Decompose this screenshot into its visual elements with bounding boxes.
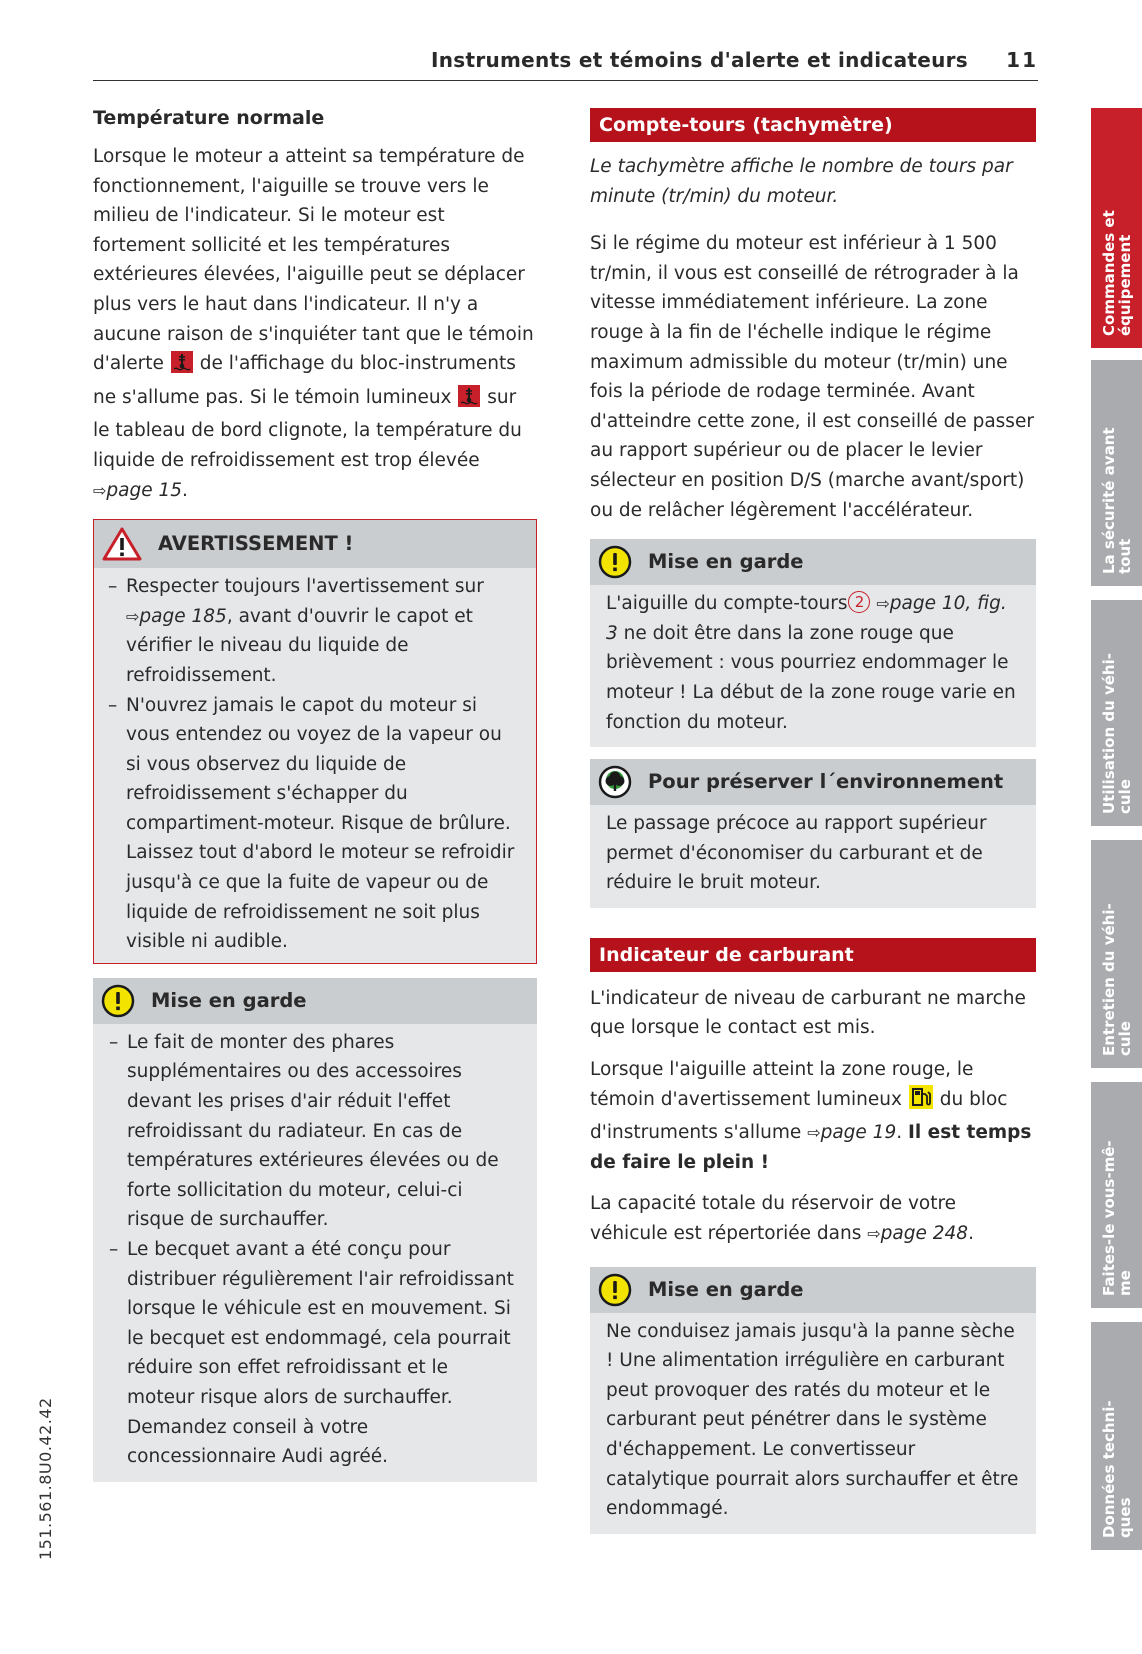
caution-title: Mise en garde (151, 989, 307, 1013)
caution-box-left (93, 978, 537, 1482)
chapter-tab-4[interactable] (1091, 840, 1142, 1068)
running-header (93, 44, 1038, 81)
list-item: – Respecter toujours l'avertissement sur ⇨page 185, avant d'ouvrir le capot et vérifier le niveau du liquide de refroidissement. (108, 572, 522, 690)
caution-box-body: Ne conduisez jamais jusqu'à la panne sèche ! Une alimentation irrégulière en carburant peut provoquer des ratés du moteur et le carburant peut pénétrer dans le système d'échappement. Le convertisseur catalytique pourrait alors surchauffer et être endommagé. (590, 1313, 1036, 1534)
coolant-temperature-lamp-icon (458, 385, 480, 417)
chapter-tab-label: Utilisation du véhi- cule (1100, 653, 1134, 814)
chapter-tab-label: Données techni- ques (1100, 1400, 1134, 1538)
page-15-link[interactable]: page 15 (106, 479, 183, 501)
warning-title: AVERTISSEMENT ! (158, 532, 354, 556)
caution-box-body (93, 1024, 537, 1482)
caution-title: Mise en garde (648, 550, 804, 574)
list-item: – N'ouvrez jamais le capot du moteur si vous entendez ou voyez de la vapeur ou si vous observez du liquide de refroidissement s'échapper du compartiment-moteur. Risque de brûlure. Laissez tout d'abord le moteur se refroidir jusqu'à ce que la fuite de vapeur ou de liquide de refroidissement ne soit plus visible ni audible. (108, 691, 522, 957)
paragraph-normal-temperature: Lorsque le moteur a atteint sa température de fonctionnement, l'aiguille se trouve vers le milieu de l'indicateur. Si le moteur est fortement sollicité et les températures extérieures élevées, l'aiguille peut se déplacer plus vers le haut dans l'indicateur. Il n'y a aucune raison de s'inquiéter tant que le témoin d'alerte de l'affichage du bloc-instruments ne s'allume pas. Si le témoin lumineux sur le tableau de bord clignote, la température du liquide de refroidissement est trop élevée ⇨page 15. (93, 146, 534, 501)
document-code: 151.561.8U0.42.42 (36, 1397, 55, 1560)
chapter-tab-6[interactable] (1091, 1322, 1142, 1550)
tachometer-paragraph: Si le régime du moteur est inférieur à 1 500 tr/min, il vous est conseillé de rétrograder à la vitesse immédiatement inférieure. La zone rouge à la fin de l'échelle indique le régime maximum admissible du moteur (tr/min) une fois la période de rodage terminée. Avant d'atteindre cette zone, il est conseillé de passer au rapport supérieur ou de placer le levier sélecteur en position D/S (marche avant/sport) ou de relâcher légèrement l'accélérateur. (590, 233, 1034, 521)
page-10-link[interactable]: page 10, fig. 3 (606, 593, 1007, 644)
subheading-normal-temperature: Température normale (93, 107, 325, 129)
warning-box (93, 519, 537, 964)
arrow-icon: ⇨ (867, 1224, 881, 1244)
chapter-tab-label: Faites-le vous-mê- me (1100, 1140, 1134, 1296)
caution-box-fuel (590, 1267, 1036, 1534)
warning-box-body (94, 568, 536, 963)
caution-exclamation-icon (101, 984, 135, 1018)
environment-box-header (590, 759, 1036, 805)
page-19-link[interactable]: page 19 (820, 1122, 897, 1144)
chapter-tab-label: La sécurité avant tout (1100, 427, 1134, 574)
left-column (93, 104, 537, 1482)
coolant-temperature-warning-icon (171, 351, 193, 383)
callout-number: 2 (848, 591, 870, 613)
list-item: – Le fait de monter des phares supplémentaires ou des accessoires devant les prises d'air réduit l'effet refroidissant du radiateur. En cas de températures extérieures élevées ou de forte sollicitation du moteur, celui-ci risque de surchauffer. (109, 1028, 521, 1235)
fuel-paragraph-1: L'indicateur de niveau de carburant ne marche que lorsque le contact est mis. (590, 987, 1026, 1039)
caution-exclamation-icon (598, 1273, 632, 1307)
environment-box-body: Le passage précoce au rapport supérieur permet d'économiser du carburant et de réduire le bruit moteur. (590, 805, 1036, 908)
page-number: 11 (1006, 48, 1038, 72)
chapter-tab-3[interactable] (1091, 600, 1142, 826)
chapter-tab-label: Commandes et équipement (1100, 210, 1134, 336)
environment-title: Pour préserver l´environnement (648, 770, 1004, 794)
caution-box-tachometer (590, 539, 1036, 747)
chapter-tab-2[interactable] (1091, 360, 1142, 586)
header-title: Instruments et témoins d'alerte et indicateurs (430, 48, 968, 72)
warning-triangle-icon (102, 527, 142, 561)
right-column (590, 108, 1036, 1534)
caution-box-header (93, 978, 537, 1024)
page-248-link[interactable]: page 248 (880, 1223, 969, 1245)
arrow-icon: ⇨ (93, 480, 107, 500)
section-header-fuel-gauge: Indicateur de carburant (590, 938, 1036, 972)
fuel-paragraph-2: Lorsque l'aiguille atteint la zone rouge, le témoin d'avertissement lumineux du bloc d'instruments s'allume ⇨page 19. Il est temps de faire le plein ! (590, 1059, 1032, 1173)
chapter-tab-1[interactable] (1091, 108, 1142, 348)
arrow-icon: ⇨ (876, 594, 890, 614)
chapter-tab-label: Entretien du véhi- cule (1100, 903, 1134, 1056)
caution-box-header (590, 1267, 1036, 1313)
list-item: – Le becquet avant a été conçu pour distribuer régulièrement l'air refroidissant lorsque le véhicule est en mouvement. Si le becquet est endommagé, cela pourrait réduire son effet refroidissant et le moteur risque alors de surchauffer. Demandez conseil à votre concessionnaire Audi agréé. (109, 1235, 521, 1472)
tachometer-lead: Le tachymètre affiche le nombre de tours par minute (tr/min) du moteur. (590, 156, 1013, 207)
caution-box-header (590, 539, 1036, 585)
fuel-emphasis: Il est temps de faire le plein ! (590, 1122, 1032, 1173)
chapter-tab-5[interactable] (1091, 1082, 1142, 1308)
caution-box-body: L'aiguille du compte-tours 2 ⇨page 10, fig. 3 ne doit être dans la zone rouge que brièvement : vous pourriez endommager le moteur ! La début de la zone rouge varie en fonction du moteur. (590, 585, 1036, 747)
environment-tree-icon (598, 765, 632, 799)
warning-box-header (94, 520, 536, 568)
fuel-paragraph-3: La capacité totale du réservoir de votre véhicule est répertoriée dans ⇨page 248. (590, 1193, 974, 1245)
caution-title: Mise en garde (648, 1277, 804, 1301)
environment-box (590, 759, 1036, 908)
arrow-icon: ⇨ (126, 606, 140, 626)
caution-exclamation-icon (598, 545, 632, 579)
section-header-tachometer: Compte-tours (tachymètre) (590, 108, 1036, 142)
fuel-warning-lamp-icon (909, 1085, 933, 1119)
page-185-link[interactable]: page 185 (139, 605, 227, 627)
arrow-icon: ⇨ (807, 1123, 821, 1143)
